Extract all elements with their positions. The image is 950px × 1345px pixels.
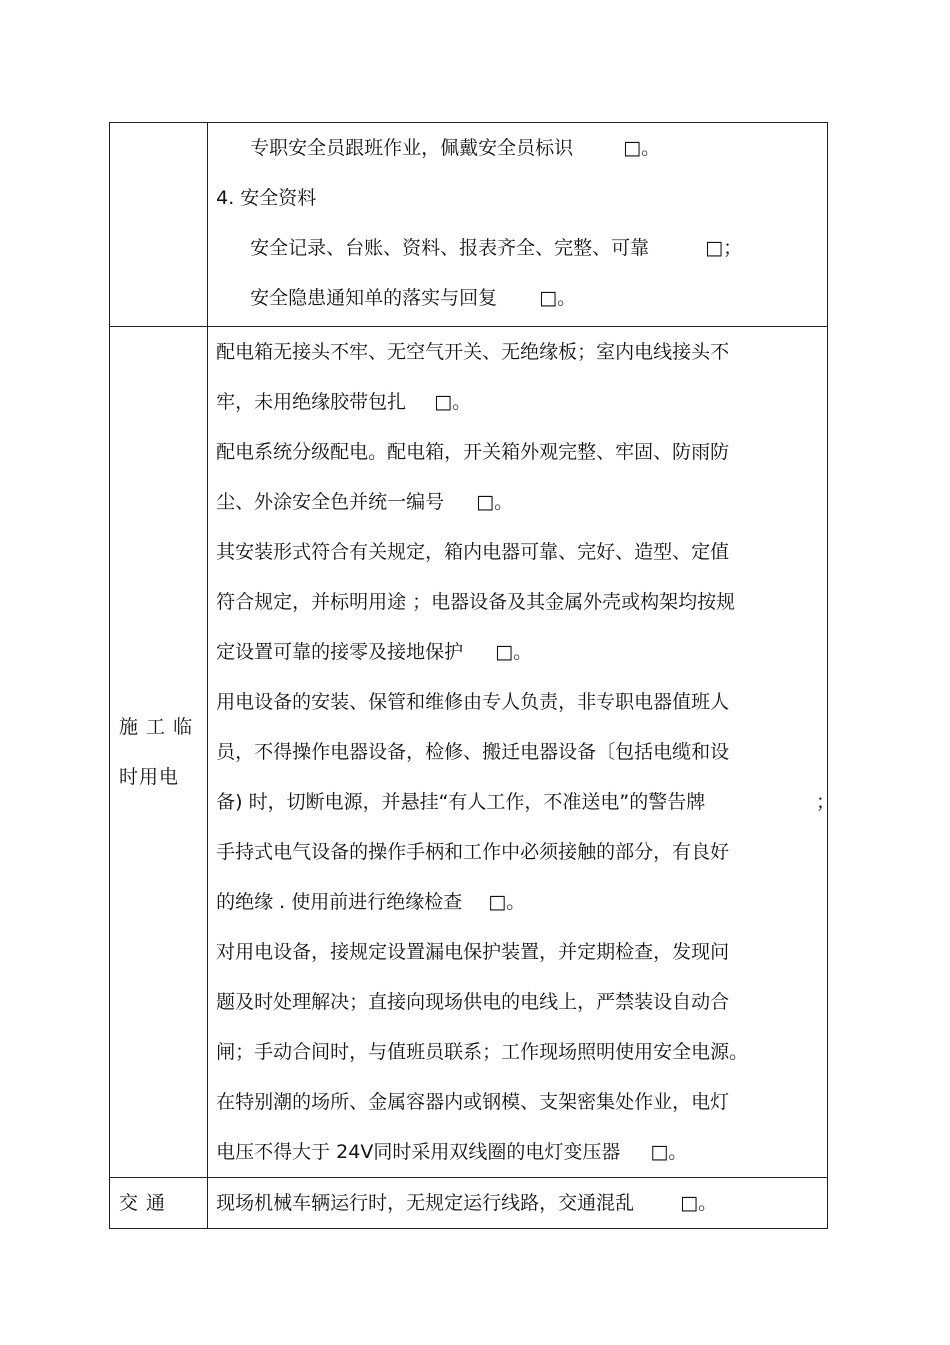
text-line: 对用电设备，接规定设置漏电保护装置，并定期检查，发现问: [216, 941, 730, 963]
category-label: 交 通: [119, 1192, 167, 1214]
text-line: 牢，未用绝缘胶带包扎 □。: [216, 377, 819, 427]
text-line: 其安装形式符合有关规定，箱内电器可靠、完好、造型、定值: [216, 541, 730, 563]
text-line: 定设置可靠的接零及接地保护 □。: [216, 627, 819, 677]
punctuation-mark: ；: [815, 791, 835, 813]
checkbox-mark[interactable]: □。: [650, 1141, 688, 1163]
text-line: 在特别潮的场所、金属容器内或钢模、支架密集处作业，电灯: [216, 1091, 730, 1113]
checkbox-mark[interactable]: □。: [623, 137, 661, 159]
table-row-traffic: [110, 1178, 828, 1229]
text-line: 配电系统分级配电。配电箱，开关箱外观完整、牢固、防雨防: [216, 441, 730, 463]
text-line: 电压不得大于 24V同时采用双线圈的电灯变压器 □。: [216, 1127, 819, 1177]
text-line: 用电设备的安装、保管和维修由专人负责，非专职电器值班人: [216, 691, 730, 713]
text-line: 尘、外涂安全色并统一编号 □。: [216, 477, 819, 527]
category-cell-traffic: [110, 1178, 208, 1229]
table-row-safety: [110, 123, 828, 327]
text-line: 手持式电气设备的操作手柄和工作中必须接触的部分，有良好: [216, 841, 730, 863]
category-label-line2: 时用电: [119, 766, 180, 788]
text-line: 符合规定，并标明用途 ；电器设备及其金属外壳或构架均按规: [216, 591, 736, 613]
checkbox-mark[interactable]: □。: [488, 891, 526, 913]
content-cell-traffic: [208, 1178, 828, 1229]
checkbox-mark[interactable]: □。: [539, 287, 577, 309]
checkbox-mark[interactable]: □。: [495, 641, 533, 663]
content-cell-electric: [208, 327, 835, 1178]
checkbox-mark[interactable]: □。: [680, 1192, 718, 1214]
text-line: 现场机械车辆运行时，无规定运行线路，交通混乱 □。: [216, 1178, 819, 1228]
text-line: 配电箱无接头不牢、无空气开关、无绝缘板；室内电线接头不: [216, 341, 730, 363]
inspection-table: [109, 122, 835, 1229]
checkbox-mark[interactable]: □。: [476, 491, 514, 513]
table-row-electric: [110, 327, 828, 1178]
text-line: 专职安全员跟班作业，佩戴安全员标识 □。: [216, 123, 819, 173]
category-label-line1: 施 工 临: [119, 716, 194, 738]
text-line: 安全隐患通知单的落实与回复 □。: [216, 273, 819, 323]
subsection-heading: 4. 安全资料: [216, 187, 317, 209]
text-line: 的绝缘 . 使用前进行绝缘检查 □。: [216, 877, 819, 927]
text-line: 安全记录、台账、资料、报表齐全、完整、可靠 □；: [216, 223, 819, 273]
checkbox-mark[interactable]: □。: [434, 391, 472, 413]
text-line: 题及时处理解决；直接向现场供电的电线上，严禁装设自动合: [216, 991, 730, 1013]
text-line: 备) 时，切断电源，并悬挂“有人工作，不准送电”的警告牌 ；: [216, 777, 819, 827]
checkbox-mark[interactable]: □；: [705, 237, 743, 259]
content-cell-safety: [208, 123, 828, 327]
category-cell-empty: [110, 123, 208, 327]
text-line: 闸；手动合间时，与值班员联系；工作现场照明使用安全电源。: [216, 1041, 749, 1063]
category-cell-electric: [110, 327, 208, 1178]
text-line: 员，不得操作电器设备，检修、搬迁电器设备〔包括电缆和设: [216, 741, 730, 763]
